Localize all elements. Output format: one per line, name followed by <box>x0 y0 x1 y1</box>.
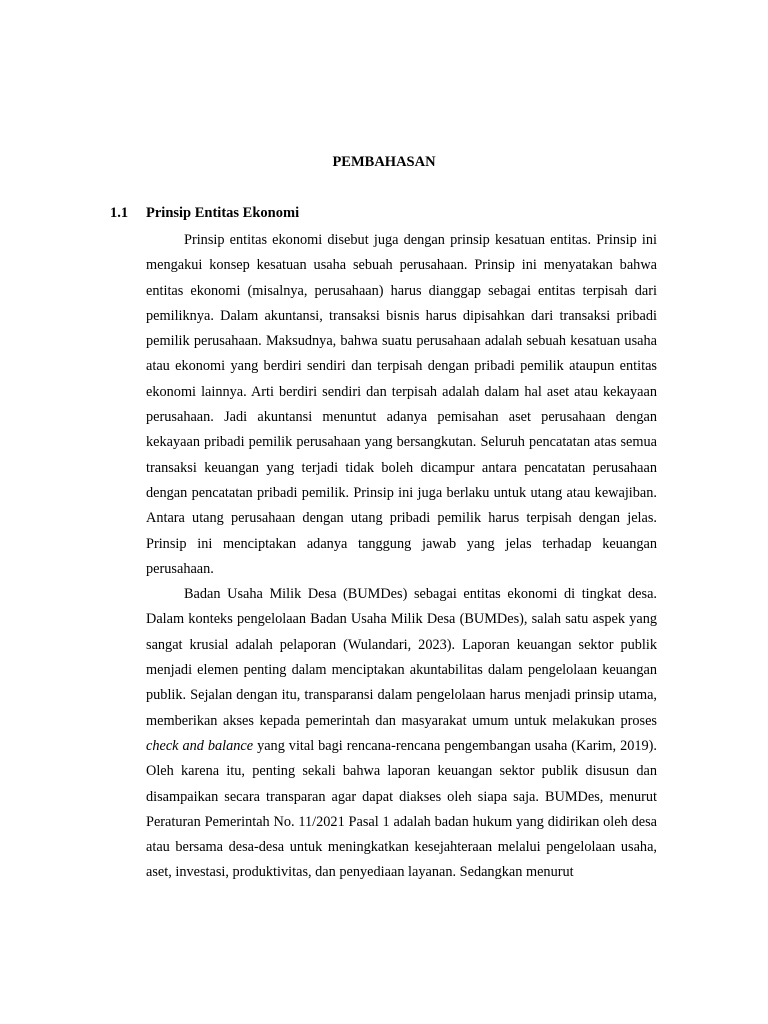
paragraph-2 <box>146 582 657 886</box>
paragraph-1: Prinsip entitas ekonomi disebut juga dengan prinsip kesatuan entitas. Prinsip ini mengakui konsep kesatuan usaha sebuah perusahaan. Prinsip ini menyatakan bahwa entitas ekonomi (misalnya, perusahaan) harus dianggap sebagai entitas terpisah dari pemiliknya. Dalam akuntansi, transaksi bisnis harus dipisahkan dari transaksi pribadi pemilik perusahaan. Maksudnya, bahwa suatu perusahaan adalah sebuah kesatuan usaha atau ekonomi yang berdiri sendiri dan terpisah dengan pribadi pemilik ataupun entitas ekonomi lainnya. Arti berdiri sendiri dan terpisah adalah dalam hal aset atau kekayaan perusahaan. Jadi akuntansi menuntut adanya pemisahan aset perusahaan dengan kekayaan pribadi pemilik perusahaan yang bersangkutan. Seluruh pencatatan atas semua transaksi keuangan yang terjadi tidak boleh dicampur antara pencatatan perusahaan dengan pencatatan pribadi pemilik. Prinsip ini juga berlaku untuk utang atau kewajiban. Antara utang perusahaan dengan utang pribadi pemilik harus terpisah dengan jelas. Prinsip ini menciptakan adanya tanggung jawab yang jelas terhadap keuangan perusahaan. <box>146 232 657 577</box>
body-text <box>146 228 657 886</box>
section-number: 1.1 <box>110 205 129 221</box>
paragraph-2-italic-term: check and balance <box>146 737 254 754</box>
section-title: Prinsip Entitas Ekonomi <box>146 205 300 221</box>
paragraph-2-part-1: Badan Usaha Milik Desa (BUMDes) sebagai entitas ekonomi di tingkat desa. Dalam konteks pengelolaan Badan Usaha Milik Desa (BUMDes), salah satu aspek yang sangat krusial adalah pelaporan (Wulandari, 2023). Laporan keuangan sektor publik menjadi elemen penting dalam menciptakan akuntabilitas dalam pengelolaan keuangan publik. Sejalan dengan itu, transparansi dalam pengelolaan harus menjadi prinsip utama, memberikan akses kepada pemerintah dan masyarakat umum untuk melakukan proses <box>146 586 657 729</box>
page-title: PEMBAHASAN <box>332 154 436 170</box>
paragraph-2-part-2: yang vital bagi rencana-rencana pengembangan usaha (Karim, 2019). Oleh karena itu, penting sekali bahwa laporan keuangan sektor publik disusun dan disampaikan secara transparan agar dapat diakses oleh siapa saja. BUMDes, menurut Peraturan Pemerintah No. 11/2021 Pasal 1 adalah badan hukum yang didirikan oleh desa atau bersama desa-desa untuk meningkatkan kesejahteraan melalui pengelolaan usaha, aset, investasi, produktivitas, dan penyediaan layanan. Sedangkan menurut <box>146 737 657 881</box>
section-heading <box>110 203 299 223</box>
